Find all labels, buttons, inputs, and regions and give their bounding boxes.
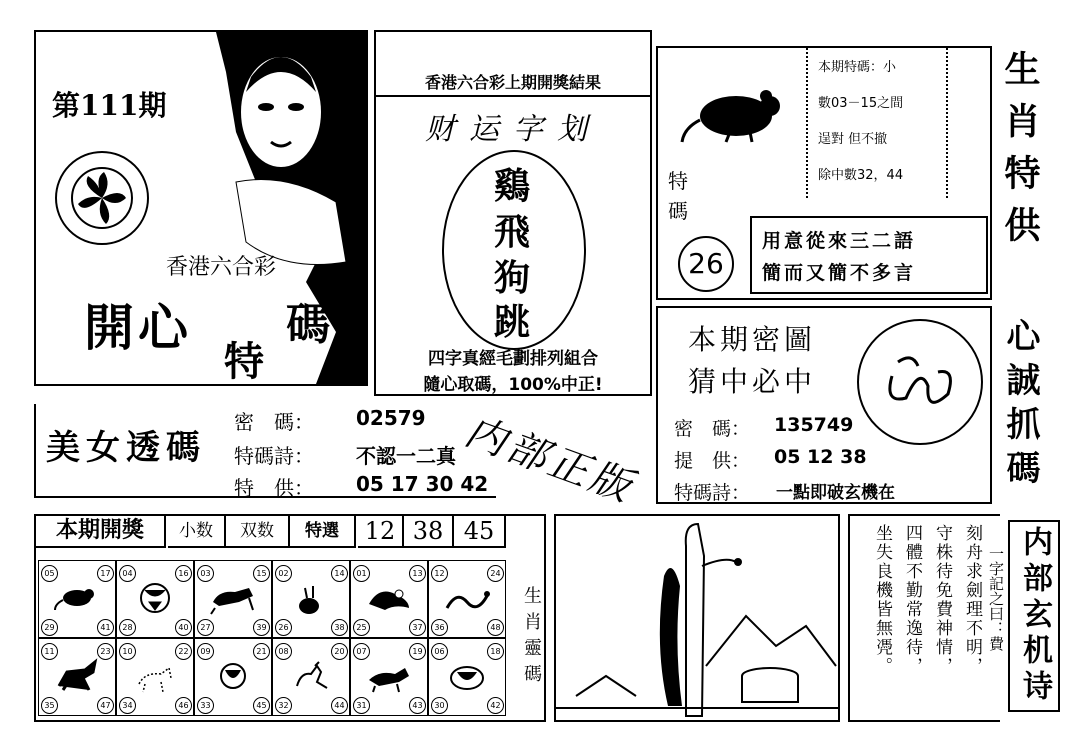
zodiac-number: 13 xyxy=(409,565,426,582)
pig-icon xyxy=(443,658,491,696)
zodiac-cell xyxy=(38,560,116,638)
zodiac-number: 31 xyxy=(353,697,370,714)
zodiac-cell xyxy=(272,560,350,638)
secret-title-1: 本期密圖 xyxy=(688,323,817,356)
zodiac-number: 09 xyxy=(197,643,214,660)
zodiac-number: 38 xyxy=(331,619,348,636)
zodiac-number: 03 xyxy=(197,565,214,582)
zodiac-number: 45 xyxy=(253,697,270,714)
fortune-word-2: 飛 xyxy=(494,211,531,253)
zodiac-number: 18 xyxy=(487,643,504,660)
fortune-title: 财运字划 xyxy=(425,112,601,147)
beauty-row-1-label: 密 碼： xyxy=(234,410,314,434)
shengxiao-title: 生肖特供 xyxy=(999,50,1040,258)
zodiac-number: 16 xyxy=(175,565,192,582)
poem-col-4: 坐失良機皆無凴。 xyxy=(872,524,892,676)
poem-side-title: 内部玄机诗 xyxy=(1008,520,1060,712)
draw-number-3: 45 xyxy=(454,516,506,548)
cover-title-big-1: 開心 xyxy=(84,299,192,357)
zodiac-number: 04 xyxy=(119,565,136,582)
result-header: 香港六合彩上期開獎結果 xyxy=(376,70,650,97)
zodiac-number: 10 xyxy=(119,643,136,660)
beauty-row-3-value: 05 17 30 42 xyxy=(356,472,489,496)
special-code-text-2: 數03－15之間 xyxy=(818,96,904,111)
zodiac-number: 44 xyxy=(331,697,348,714)
beauty-row-3-label: 特 供： xyxy=(234,476,314,500)
zodiac-number: 27 xyxy=(197,619,214,636)
zodiac-number: 08 xyxy=(275,643,292,660)
tree-stump-illustration xyxy=(556,516,838,720)
zodiac-number: 35 xyxy=(41,697,58,714)
zodiac-number: 07 xyxy=(353,643,370,660)
secret-row-2-value: 05 12 38 xyxy=(774,446,867,468)
cover-title-big-3: 碼 xyxy=(286,299,330,350)
zodiac-number: 28 xyxy=(119,619,136,636)
zodiac-number: 43 xyxy=(409,697,426,714)
horse-icon xyxy=(53,658,101,696)
slogan-box xyxy=(750,216,988,294)
snake-icon xyxy=(443,580,491,618)
illustration-panel xyxy=(554,514,840,722)
cover-panel xyxy=(34,30,368,386)
zodiac-number: 02 xyxy=(275,565,292,582)
dragon-icon xyxy=(365,580,413,618)
zodiac-number: 29 xyxy=(41,619,58,636)
special-code-text-1: 本期特碼：小 xyxy=(818,60,897,75)
zodiac-cell xyxy=(116,638,194,716)
monkey-icon xyxy=(209,658,257,696)
poem-col-1: 刻舟求劍理不明， xyxy=(962,524,982,676)
slogan-line-1: 用意從來三二語 xyxy=(762,230,917,252)
draw-side-label: 生肖靈碼 xyxy=(521,586,542,690)
zodiac-number: 39 xyxy=(253,619,270,636)
fortune-word-3: 狗 xyxy=(494,257,531,299)
poem-panel xyxy=(848,514,1005,722)
zodiac-cell xyxy=(428,560,506,638)
fortune-line-1: 四字真經毛劃排列組合 xyxy=(428,349,598,369)
zodiac-number: 30 xyxy=(431,697,448,714)
woman-photo xyxy=(196,32,366,384)
zodiac-number: 46 xyxy=(175,697,192,714)
stamp-text: 内部正版 xyxy=(459,408,641,512)
ox-icon xyxy=(131,580,179,618)
draw-option-3: 特選 xyxy=(290,516,356,548)
secret-row-2-label: 提 供： xyxy=(674,450,751,472)
zodiac-number: 24 xyxy=(487,565,504,582)
draw-title: 本期開獎 xyxy=(36,516,166,548)
zodiac-cell xyxy=(350,560,428,638)
fortune-word-4: 跳 xyxy=(494,301,531,343)
beauty-title: 美女透碼 xyxy=(46,428,206,468)
zodiac-number: 05 xyxy=(41,565,58,582)
zodiac-number: 17 xyxy=(97,565,114,582)
draw-number-1: 12 xyxy=(358,516,404,548)
zodiac-number: 32 xyxy=(275,697,292,714)
dog-icon xyxy=(365,658,413,696)
secret-panel xyxy=(656,306,992,504)
cover-title-big-2: 特 xyxy=(224,339,264,385)
issue-label: 第111期 xyxy=(52,89,167,122)
secret-row-3-value: 一點即破玄機在 xyxy=(776,483,895,503)
special-code-text-box xyxy=(806,48,948,198)
beauty-row-1-value: 02579 xyxy=(356,406,426,430)
special-code-label: 特碼 xyxy=(668,169,688,223)
zodiac-cell xyxy=(194,638,272,716)
zodiac-number: 26 xyxy=(275,619,292,636)
zodiac-number: 22 xyxy=(175,643,192,660)
secret-row-1-label: 密 碼： xyxy=(674,418,751,440)
poem-col-2: 守株待免費神情， xyxy=(932,524,952,676)
rooster-icon xyxy=(287,658,335,696)
draw-option-2: 双数 xyxy=(226,516,290,548)
cover-title-small: 香港六合彩 xyxy=(166,255,277,280)
secret-drawing-circle xyxy=(854,316,986,448)
zodiac-number: 36 xyxy=(431,619,448,636)
draw-number-2: 38 xyxy=(404,516,454,548)
zodiac-cell xyxy=(272,638,350,716)
beauty-row-2-value: 不認一二真 xyxy=(356,444,456,468)
zodiac-number: 12 xyxy=(431,565,448,582)
zodiac-number: 19 xyxy=(409,643,426,660)
secret-title-2: 猜中必中 xyxy=(688,365,817,398)
poem-col-3: 四體不勤常逸待， xyxy=(902,524,922,676)
zodiac-number: 37 xyxy=(409,619,426,636)
zodiac-cell xyxy=(350,638,428,716)
special-code-panel xyxy=(656,46,992,300)
tiger-icon xyxy=(209,580,257,618)
zodiac-cell xyxy=(428,638,506,716)
zodiac-number: 33 xyxy=(197,697,214,714)
draw-panel xyxy=(34,514,546,722)
draw-option-1: 小数 xyxy=(168,516,226,548)
special-code-text-3: 逞對 但不撤 xyxy=(818,132,888,147)
zodiac-number: 21 xyxy=(253,643,270,660)
zodiac-number: 20 xyxy=(331,643,348,660)
secret-row-3-label: 特碼詩： xyxy=(674,482,751,504)
zodiac-number: 34 xyxy=(119,697,136,714)
secret-side-title: 心誠抓碼 xyxy=(1000,318,1040,494)
zodiac-number: 41 xyxy=(97,619,114,636)
fortune-word-1: 鷄 xyxy=(494,165,531,207)
zodiac-cell xyxy=(38,638,116,716)
result-panel xyxy=(374,30,652,396)
hk-bauhinia-logo xyxy=(54,150,150,246)
zodiac-number: 01 xyxy=(353,565,370,582)
zodiac-number: 48 xyxy=(487,619,504,636)
zodiac-number: 42 xyxy=(487,697,504,714)
zodiac-cell xyxy=(116,560,194,638)
rabbit-icon xyxy=(287,580,335,618)
beauty-row-2-label: 特碼詩： xyxy=(234,444,314,468)
zodiac-number: 40 xyxy=(175,619,192,636)
slogan-line-2: 簡而又簡不多言 xyxy=(762,262,917,284)
zodiac-number: 06 xyxy=(431,643,448,660)
special-code-text-4: 除中數32，44 xyxy=(818,168,904,183)
rat-icon xyxy=(53,580,101,618)
zodiac-cell xyxy=(194,560,272,638)
zodiac-number: 47 xyxy=(97,697,114,714)
poem-riddle: 一字記之曰：費 xyxy=(987,546,1005,651)
zodiac-grid xyxy=(38,560,510,718)
goat-icon xyxy=(131,658,179,696)
zodiac-number: 14 xyxy=(331,565,348,582)
zodiac-number: 15 xyxy=(253,565,270,582)
rat-icon xyxy=(680,72,790,146)
fortune-line-2: 隨心取碼，100%中正! xyxy=(423,375,603,395)
zodiac-number: 25 xyxy=(353,619,370,636)
zodiac-number: 11 xyxy=(41,643,58,660)
zodiac-number: 23 xyxy=(97,643,114,660)
special-code-number: 26 xyxy=(678,236,734,292)
secret-row-1-value: 135749 xyxy=(774,414,854,436)
